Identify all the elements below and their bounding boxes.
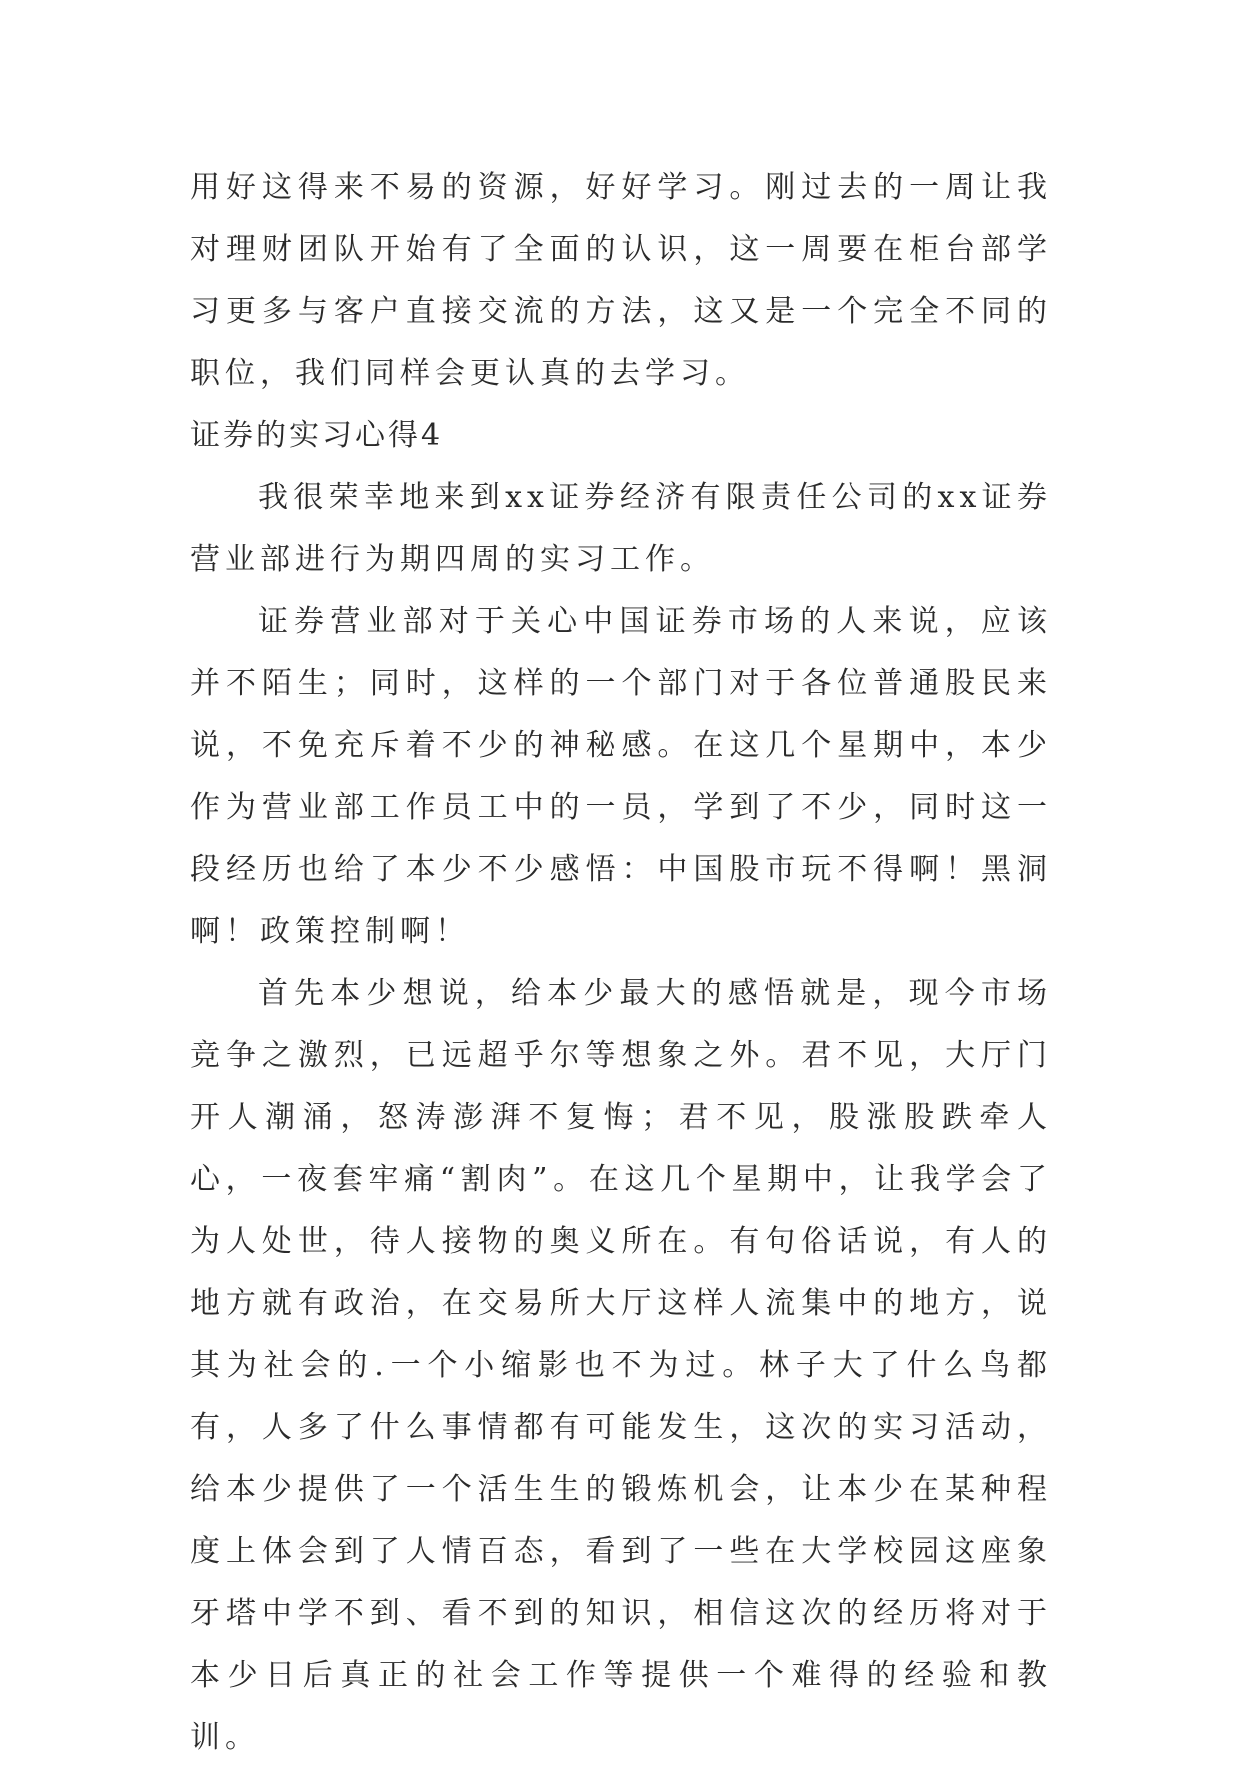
document-body — [190, 157, 1052, 1769]
body-paragraph-3: 首先本少想说，给本少最大的感悟就是，现今市场竞争之激烈，已远超乎尔等想象之外。君不见，大厅门开人潮涌，怒涛澎湃不复悔；君不见，股涨股跌牵人心，一夜套牢痛“割肉”。在这几个星期中，让我学会了为人处世，待人接物的奥义所在。有句俗话说，有人的地方就有政治，在交易所大厅这样人流集中的地方，说其为社会的.一个小缩影也不为过。林子大了什么鸟都有，人多了什么事情都有可能发生，这次的实习活动，给本少提供了一个活生生的锻炼机会，让本少在某种程度上体会到了人情百态，看到了一些在大学校园这座象牙塔中学不到、看不到的知识，相信这次的经历将对于本少日后真正的社会工作等提供一个难得的经验和教训。 — [190, 976, 1052, 1755]
body-paragraph-1: 我很荣幸地来到xx证券经济有限责任公司的xx证券营业部进行为期四周的实习工作。 — [190, 480, 1052, 577]
body-paragraph-2: 证券营业部对于关心中国证券市场的人来说，应该并不陌生；同时，这样的一个部门对于各位普通股民来说，不免充斥着不少的神秘感。在这几个星期中，本少作为营业部工作员工中的一员，学到了不少，同时这一段经历也给了本少不少感悟：中国股市玩不得啊！黑洞啊！政策控制啊！ — [190, 604, 1052, 949]
continuation-paragraph: 用好这得来不易的资源，好好学习。刚过去的一周让我对理财团队开始有了全面的认识，这一周要在柜台部学习更多与客户直接交流的方法，这又是一个完全不同的职位，我们同样会更认真的去学习。 — [190, 170, 1052, 391]
section-heading: 证券的实习心得4 — [190, 418, 444, 453]
